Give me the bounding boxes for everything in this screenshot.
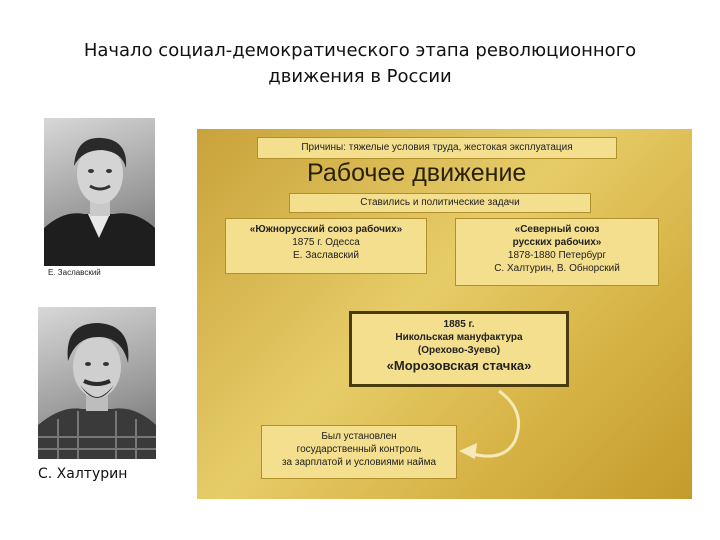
north-union-name-2: русских рабочих»: [512, 237, 602, 248]
morozov-factory: Никольская мануфактура: [395, 332, 523, 343]
morozov-town: (Орехово-Зуево): [417, 345, 501, 356]
south-union-place: 1875 г. Одесса: [292, 237, 360, 248]
panel-heading: Рабочее движение: [307, 159, 527, 187]
result-line-2: государственный контроль: [296, 444, 422, 455]
worker-movement-panel: [197, 129, 692, 499]
causes-box: Причины: тяжелые условия труда, жестокая эксплуатация: [257, 137, 617, 159]
portrait-caption-zaslavsky: Е. Заславский: [48, 268, 101, 277]
north-union-box: [455, 218, 659, 286]
result-line-1: Был установлен: [321, 431, 397, 442]
north-union-place: 1878-1880 Петербург: [507, 250, 607, 261]
morozov-year: 1885 г.: [443, 319, 475, 330]
result-line-3: за зарплатой и условиями найма: [281, 457, 437, 468]
north-union-name-1: «Северный союз: [514, 224, 600, 235]
south-union-name: «Южнорусский союз рабочих»: [249, 224, 403, 235]
north-union-leaders: С. Халтурин, В. Обнорский: [494, 263, 620, 274]
south-union-leader: Е. Заславский: [293, 250, 359, 261]
slide-title-line-1: Начало социал-демократического этапа революционного: [83, 40, 637, 61]
portrait-khalturin: [38, 307, 156, 459]
south-union-box: [225, 218, 427, 274]
morozov-strike-name: «Морозовская стачка»: [386, 358, 532, 373]
portrait-zaslavsky: [44, 118, 155, 266]
portrait-caption-khalturin: С. Халтурин: [38, 466, 128, 482]
portrait-khalturin-image: [38, 307, 156, 459]
slide-title: [40, 38, 680, 90]
result-box: [261, 425, 457, 479]
slide-title-line-2: движения в России: [268, 66, 452, 87]
tasks-box: Ставились и политические задачи: [289, 193, 591, 213]
portrait-zaslavsky-image: [44, 118, 155, 266]
morozov-strike-box: [349, 311, 569, 387]
